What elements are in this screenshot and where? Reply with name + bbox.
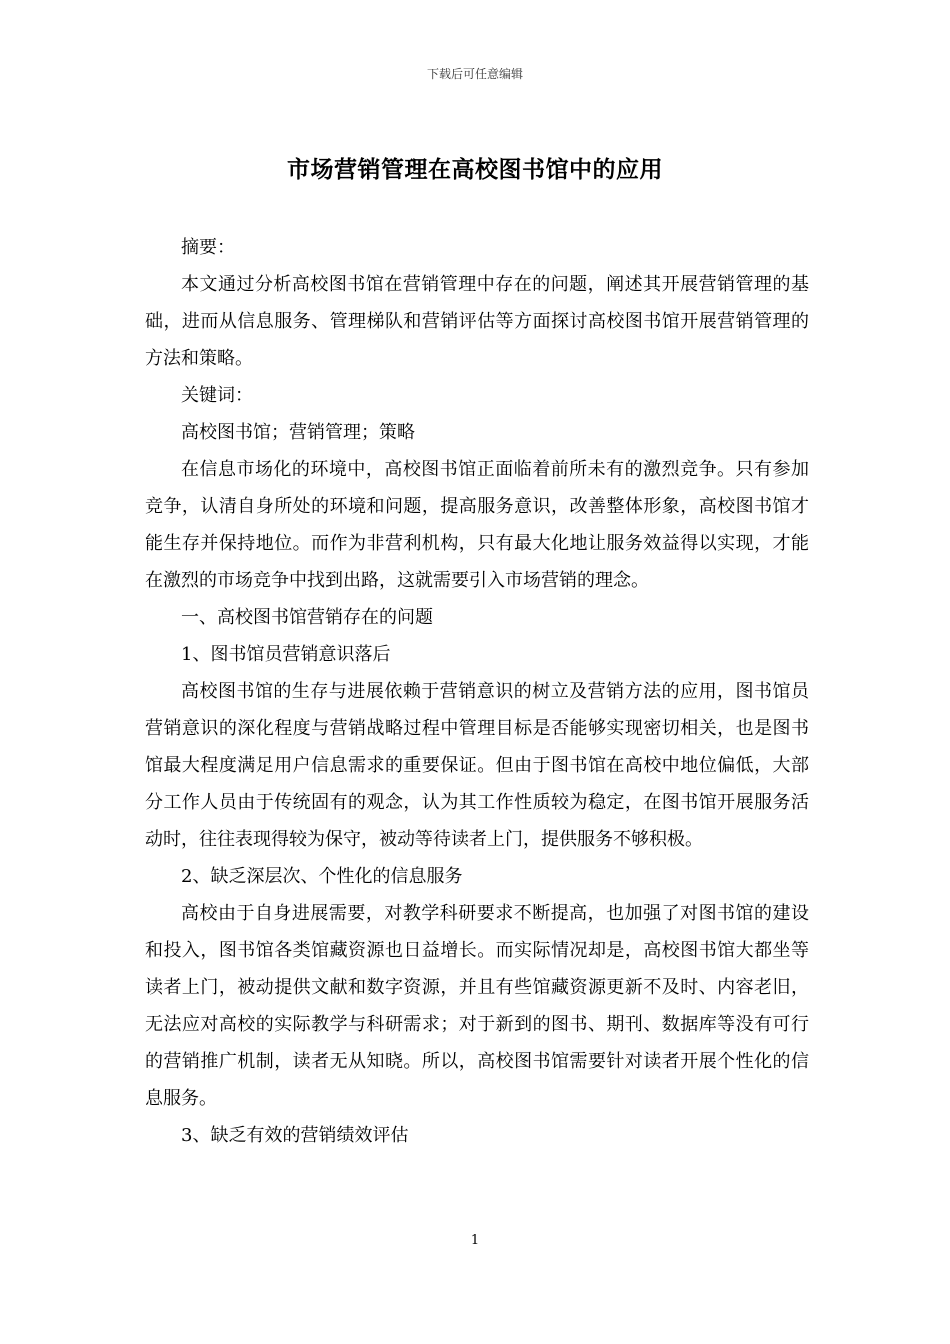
document-title: 市场营销管理在高校图书馆中的应用 xyxy=(287,157,663,183)
keywords-heading: 关键词： xyxy=(181,385,253,406)
page-number: 1 xyxy=(470,1233,480,1248)
document-body xyxy=(145,229,809,1154)
body-paragraph: 高校由于自身进展需要，对教学科研要求不断提高，也加强了对图书馆的建设和投入，图书馆各类馆藏资源也日益增长。而实际情况却是，高校图书馆大都坐等读者上门，被动提供文献和数字资源，并且有些馆藏资源更新不及时、内容老旧，无法应对高校的实际教学与科研需求；对于新到的图书、期刊、数据库等没有可行的营销推广机制，读者无从知晓。所以，高校图书馆需要针对读者开展个性化的信息服务。 xyxy=(145,903,809,1109)
page-header-note: 下载后可任意编辑 xyxy=(426,67,523,81)
body-paragraph: 高校图书馆的生存与进展依赖于营销意识的树立及营销方法的应用，图书馆员营销意识的深化程度与营销战略过程中管理目标是否能够实现密切相关，也是图书馆最大程度满足用户信息需求的重要保证。但由于图书馆在高校中地位偏低，大部分工作人员由于传统固有的观念，认为其工作性质较为稳定，在图书馆开展服务活动时，往往表现得较为保守，被动等待读者上门，提供服务不够积极。 xyxy=(145,681,809,850)
intro-paragraph: 在信息市场化的环境中，高校图书馆正面临着前所未有的激烈竞争。只有参加竞争，认清自身所处的环境和问题，提高服务意识，改善整体形象，高校图书馆才能生存并保持地位。而作为非营利机构，只有最大化地让服务效益得以实现，才能在激烈的市场竞争中找到出路，这就需要引入市场营销的理念。 xyxy=(145,459,809,591)
section-heading-1: 一、高校图书馆营销存在的问题 xyxy=(181,607,433,628)
abstract-heading: 摘要： xyxy=(181,237,235,258)
subsection-heading-1-3: 3、缺乏有效的营销绩效评估 xyxy=(181,1125,409,1146)
subsection-heading-1-2: 2、缺乏深层次、个性化的信息服务 xyxy=(181,866,463,887)
abstract-text: 本文通过分析高校图书馆在营销管理中存在的问题，阐述其开展营销管理的基础，进而从信息服务、管理梯队和营销评估等方面探讨高校图书馆开展营销管理的方法和策略。 xyxy=(145,274,809,369)
subsection-heading-1-1: 1、图书馆员营销意识落后 xyxy=(181,644,391,665)
keywords-text: 高校图书馆；营销管理；策略 xyxy=(181,422,415,443)
